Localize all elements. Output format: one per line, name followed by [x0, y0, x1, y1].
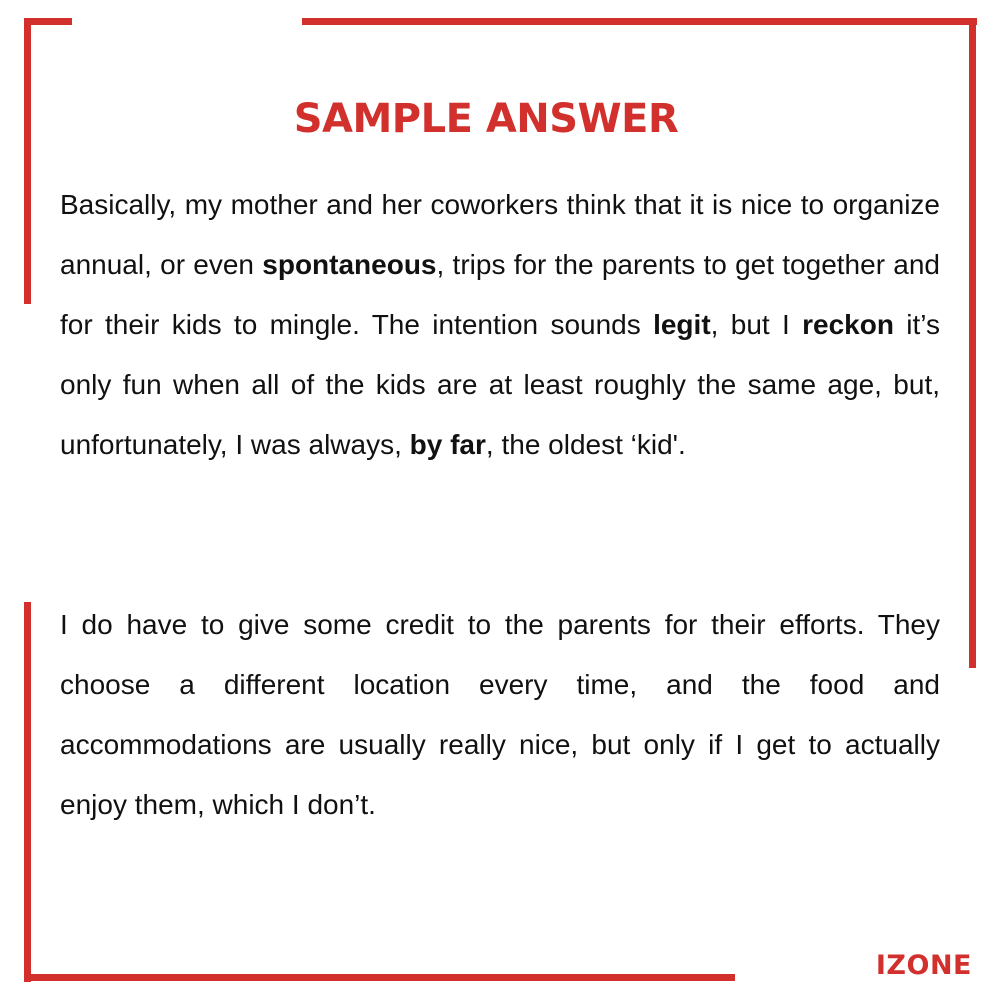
frame-bottom-left-horizontal — [24, 974, 735, 981]
vocab-by-far: by far — [409, 429, 486, 460]
paragraph-1-text: , the oldest ‘kid'. — [485, 429, 686, 460]
vocab-reckon: reckon — [802, 309, 894, 340]
vocab-legit: legit — [653, 309, 711, 340]
vocab-spontaneous: spontaneous — [262, 249, 437, 280]
frame-bottom-left-vertical — [24, 602, 31, 982]
answer-paragraph-1 — [60, 175, 940, 475]
frame-top-left-horizontal — [24, 18, 72, 25]
paragraph-1-text: , trips for the parents to get together and for their kids to mingle. The intention sounds — [60, 249, 941, 340]
paragraph-1-text: , but I — [710, 309, 803, 340]
answer-paragraph-2: I do have to give some credit to the parents for their efforts. They choose a different location every time, and the food and accommodations are usually really nice, but only if I get to actually enjoy them, which I don’t. — [60, 609, 940, 820]
brand-logo: IZONE — [875, 950, 972, 981]
paragraph-1-text: it’s only fun when all of the kids are at least roughly the same age, but, unfortunately, I was always, — [60, 309, 940, 460]
page-title: SAMPLE ANSWER — [293, 96, 679, 142]
frame-top-right-horizontal — [302, 18, 977, 25]
frame-top-left-vertical — [24, 18, 31, 304]
paragraph-1-text: Basically, my mother and her coworkers think that it is nice to organize annual, or even — [60, 189, 940, 280]
